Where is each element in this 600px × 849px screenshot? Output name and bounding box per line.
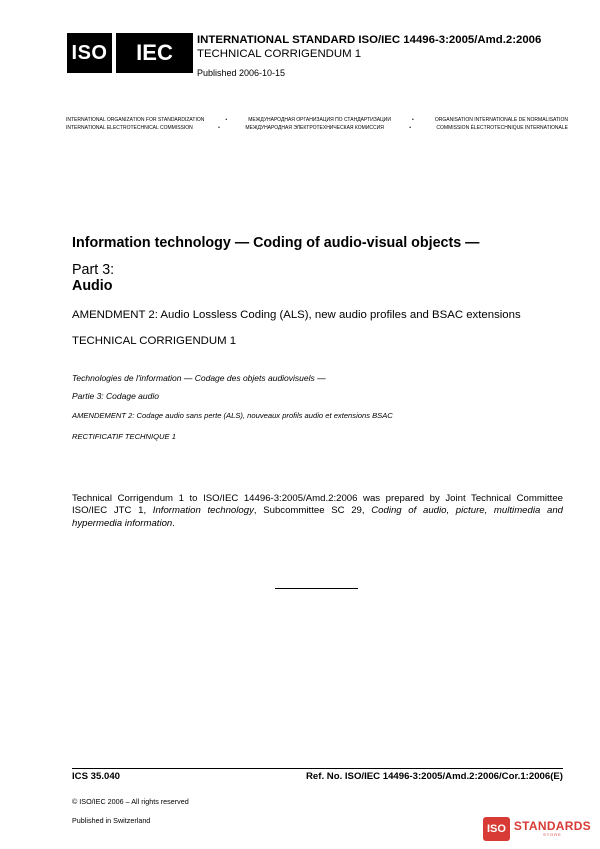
org-iso-ru: МЕЖДУНАРОДНАЯ ОРГАНИЗАЦИЯ ПО СТАНДАРТИЗАЦИИ [248,117,391,123]
standard-title: INTERNATIONAL STANDARD ISO/IEC 14496-3:2005/Amd.2:2006 [197,34,542,46]
reference-number: Ref. No. ISO/IEC 14496-3:2005/Amd.2:2006/Cor.1:2006(E) [305,771,563,782]
org-bullet: • [412,117,414,123]
body-paragraph [72,493,563,530]
body-italic-2: Coding of audio, picture, multimedia and hypermedia information [72,505,563,529]
iec-logo: IEC [116,33,193,73]
corrigendum-title: TECHNICAL CORRIGENDUM 1 [72,335,237,347]
store-sub-text: STORE [543,832,562,837]
published-in: Published in Switzerland [72,816,151,825]
amendment-title: AMENDMENT 2: Audio Lossless Coding (ALS), new audio profiles and BSAC extensions [72,309,521,321]
french-title: Technologies de l'information — Codage des objets audiovisuels — [72,373,326,383]
document-title: Information technology — Coding of audio-visual objects — [72,235,480,251]
french-rectificatif: RECTIFICATIF TECHNIQUE 1 [72,432,176,441]
organizations-line-1 [66,117,568,123]
org-iso-en: INTERNATIONAL ORGANIZATION FOR STANDARDIZATION [66,117,205,123]
org-iso-fr: ORGANISATION INTERNATIONALE DE NORMALISATION [434,117,568,123]
standard-subtitle: TECHNICAL CORRIGENDUM 1 [197,48,362,60]
footer-rule [72,768,563,769]
end-rule [275,588,358,589]
body-text-2: , Subcommittee SC 29, [253,505,372,517]
org-iec-en: INTERNATIONAL ELECTROTECHNICAL COMMISSION [66,125,193,131]
org-bullet: • [218,125,220,131]
org-bullet: • [409,125,412,131]
part-number: Part 3: [72,262,115,278]
body-text-1: Technical Corrigendum 1 to ISO/IEC 14496-3:2005/Amd.2:2006 was prepared by Joint Technical Committee ISO/IEC JTC 1, [72,493,563,517]
store-main-text: STANDARDS [513,819,591,833]
published-date: Published 2006-10-15 [197,68,286,78]
organizations-line-2 [66,125,568,131]
part-name: Audio [72,278,113,294]
body-italic-1: Information technology [152,505,254,517]
org-bullet: • [225,117,228,123]
iso-standards-store-logo [483,814,591,844]
store-badge: ISO [483,817,510,841]
iso-logo: ISO [67,33,112,73]
copyright-notice: © ISO/IEC 2006 – All rights reserved [72,797,189,806]
french-amendment: AMENDEMENT 2: Codage audio sans perte (ALS), nouveaux profils audio et extensions BSAC [72,411,393,420]
body-text-3: . [172,517,175,529]
french-part: Partie 3: Codage audio [72,391,159,401]
ics-code: ICS 35.040 [72,771,121,782]
iso-iec-logo [67,33,193,73]
org-iec-fr: COMMISSION ÉLECTROTECHNIQUE INTERNATIONALE [436,125,568,131]
org-iec-ru: МЕЖДУНАРОДНАЯ ЭЛЕКТРОТЕХНИЧЕСКАЯ КОМИССИЯ [245,125,384,131]
